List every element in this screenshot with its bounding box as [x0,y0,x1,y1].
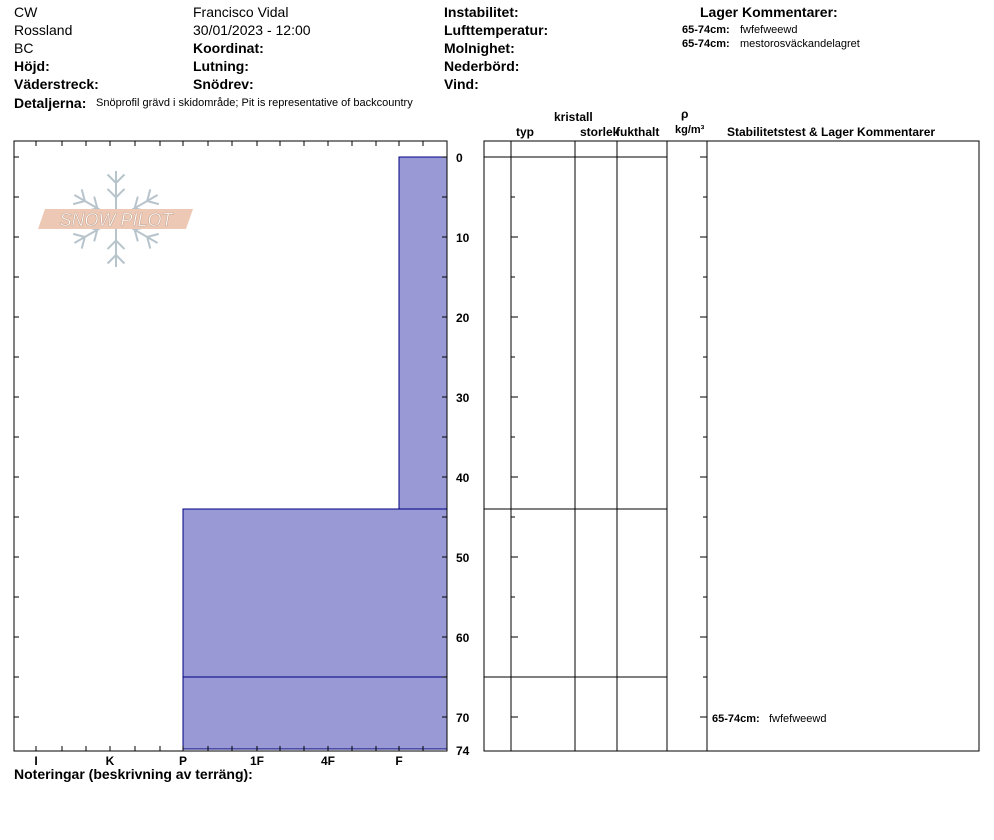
density-unit-header: kg/m³ [675,124,705,136]
lager-kommentarer-title: Lager Kommentarer: [700,4,838,20]
range-name: CW [14,4,38,20]
lutning-label: Lutning: [193,58,249,74]
hardness-label-4F: 4F [320,754,336,768]
depth-label-50: 50 [456,551,470,565]
depth-label-20: 20 [456,311,470,325]
observer-name: Francisco Vidal [193,4,289,20]
stability-header: Stabilitetstest & Lager Kommentarer [727,125,936,139]
observation-datetime: 30/01/2023 - 12:00 [193,22,311,38]
top-comment-2-text: mestorosväckandelagret [740,38,860,50]
snowflake-branch [108,241,116,249]
rho-header: ρ [681,107,689,121]
snodrev-label: Snödrev: [193,76,254,92]
region-name: BC [14,40,34,56]
hardness-bar-1 [183,509,447,677]
molnighet-label: Molnighet: [444,40,515,56]
detaljerna-text: Snöprofil grävd i skidområde; Pit is representative of backcountry [96,97,413,109]
snowflake-branch [73,201,85,204]
hardness-label-I: I [34,754,38,768]
snowflake-branch [147,234,159,237]
nederbord-label: Nederbörd: [444,58,520,74]
hardness-label-K: K [105,754,115,768]
snowflake-branch [73,234,85,237]
hardness-label-P: P [178,754,188,768]
fukthalt-header: fukthalt [616,125,660,139]
layer-table-frame [484,141,979,751]
lufttemperatur-label: Lufttemperatur: [444,22,549,38]
depth-label-30: 30 [456,391,470,405]
layer-comment-range: 65-74cm: [712,713,760,725]
snowflake-branch [108,175,116,183]
snowflake-branch [116,189,124,197]
snowflake-branch [108,189,116,197]
snowflake-branch [116,241,124,249]
depth-label-60: 60 [456,631,470,645]
notes-label: Noteringar (beskrivning av terräng): [14,766,253,782]
hojd-label: Höjd: [14,58,50,74]
snowflake-branch [147,201,159,204]
depth-label-10: 10 [456,231,470,245]
vaderstreck-label: Väderstreck: [14,76,99,92]
hardness-label-1F: 1F [249,754,265,768]
depth-label-70: 70 [456,711,470,725]
snowflake-branch [116,175,124,183]
logo-text: SNOW PILOT [59,210,173,230]
snowpilot-logo [38,171,193,267]
location-name: Rossland [14,22,73,38]
snowflake-branch [116,255,124,263]
typ-header: typ [516,125,534,139]
instabilitet-label: Instabilitet: [444,4,519,20]
layer-comment-text: fwfefweewd [769,713,827,725]
depth-label-0: 0 [456,151,463,165]
depth-label-74: 74 [456,744,470,758]
kristall-header: kristall [554,110,593,124]
snowflake-branch [108,255,116,263]
hardness-bar-2 [183,677,447,749]
depth-label-40: 40 [456,471,470,485]
hardness-bar-0 [399,157,447,509]
top-comment-1-text: fwfefweewd [740,24,798,36]
koordinat-label: Koordinat: [193,40,264,56]
top-comment-2-range: 65-74cm: [682,38,730,50]
vind-label: Vind: [444,76,479,92]
storlek-header: storlek [580,125,620,139]
top-comment-1-range: 65-74cm: [682,24,730,36]
hardness-label-F: F [395,754,403,768]
detaljerna-label: Detaljerna: [14,95,87,111]
